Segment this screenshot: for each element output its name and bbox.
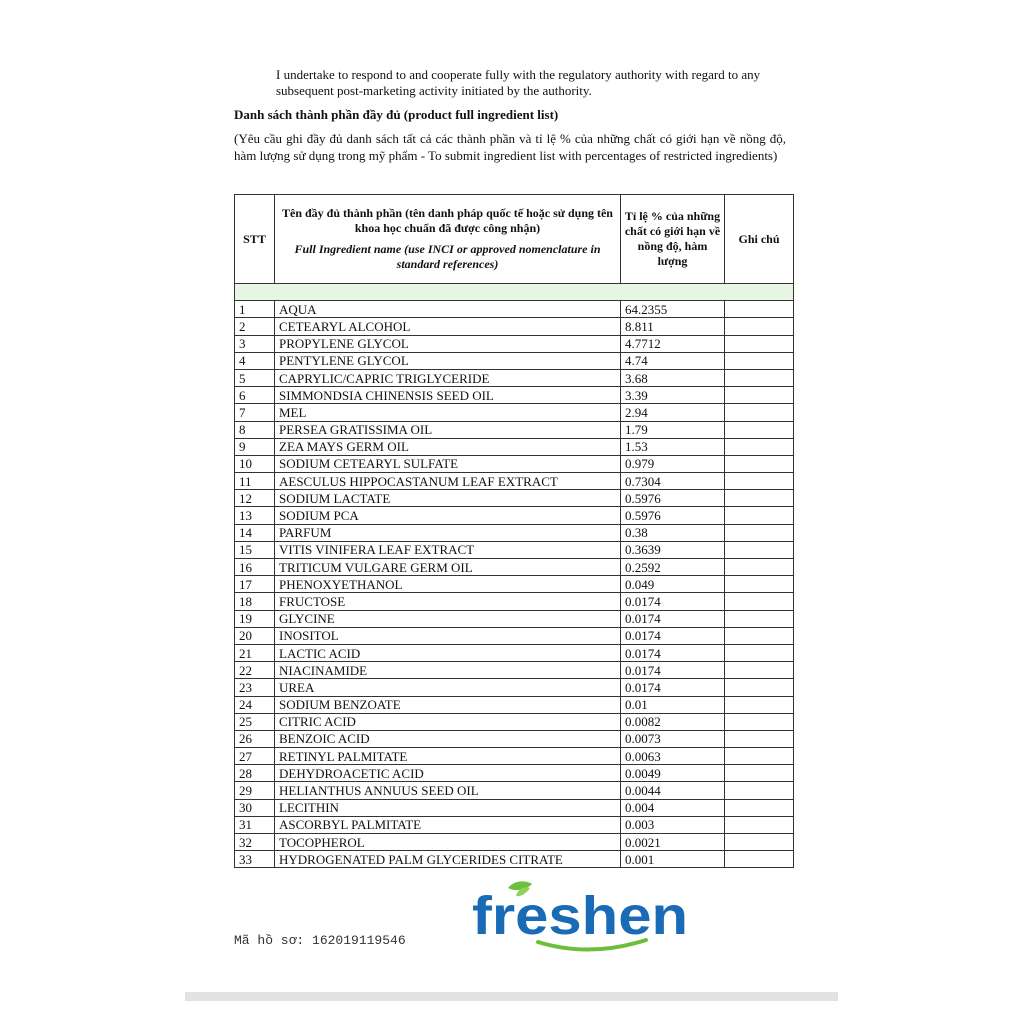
- file-code: Mã hồ sơ: 162019119546: [234, 933, 406, 948]
- cell-note: [725, 301, 794, 318]
- cell-percent: 8.811: [621, 318, 725, 335]
- section-note: (Yêu cầu ghi đầy đủ danh sách tất cả các thành phần và tỉ lệ % của những chất có giới hạn về nồng độ, hàm lượng sử dụng trong mỹ phẩm - To submit ingredient list with percentages of restricted ingredients): [234, 131, 786, 163]
- cell-stt: 16: [235, 559, 275, 576]
- cell-percent: 3.68: [621, 369, 725, 386]
- cell-stt: 32: [235, 834, 275, 851]
- cell-ingredient-name: GLYCINE: [275, 610, 621, 627]
- cell-ingredient-name: PERSEA GRATISSIMA OIL: [275, 421, 621, 438]
- table-row: [235, 369, 794, 386]
- cell-percent: 0.0063: [621, 748, 725, 765]
- cell-percent: 3.39: [621, 387, 725, 404]
- cell-stt: 10: [235, 455, 275, 472]
- cell-ingredient-name: MEL: [275, 404, 621, 421]
- cell-ingredient-name: INOSITOL: [275, 627, 621, 644]
- table-row: [235, 799, 794, 816]
- cell-stt: 21: [235, 644, 275, 661]
- cell-percent: 0.0174: [621, 610, 725, 627]
- cell-note: [725, 559, 794, 576]
- cell-ingredient-name: ASCORBYL PALMITATE: [275, 816, 621, 833]
- cell-stt: 23: [235, 679, 275, 696]
- cell-note: [725, 644, 794, 661]
- cell-note: [725, 335, 794, 352]
- cell-stt: 13: [235, 507, 275, 524]
- cell-stt: 27: [235, 748, 275, 765]
- table-row: [235, 851, 794, 868]
- cell-stt: 9: [235, 438, 275, 455]
- cell-stt: 20: [235, 627, 275, 644]
- cell-stt: 30: [235, 799, 275, 816]
- cell-percent: 0.0174: [621, 627, 725, 644]
- cell-percent: 4.7712: [621, 335, 725, 352]
- cell-stt: 22: [235, 662, 275, 679]
- cell-note: [725, 490, 794, 507]
- table-row: [235, 662, 794, 679]
- cell-note: [725, 352, 794, 369]
- header-stt: STT: [235, 195, 275, 284]
- cell-note: [725, 765, 794, 782]
- cell-stt: 4: [235, 352, 275, 369]
- cell-ingredient-name: DEHYDROACETIC ACID: [275, 765, 621, 782]
- cell-ingredient-name: TOCOPHEROL: [275, 834, 621, 851]
- table-row: [235, 335, 794, 352]
- table-row: [235, 507, 794, 524]
- cell-percent: 64.2355: [621, 301, 725, 318]
- cell-note: [725, 576, 794, 593]
- cell-percent: 1.53: [621, 438, 725, 455]
- cell-percent: 0.004: [621, 799, 725, 816]
- cell-note: [725, 748, 794, 765]
- cell-note: [725, 610, 794, 627]
- cell-ingredient-name: PENTYLENE GLYCOL: [275, 352, 621, 369]
- cell-note: [725, 696, 794, 713]
- table-row: [235, 576, 794, 593]
- table-header-row: [235, 195, 794, 284]
- cell-note: [725, 455, 794, 472]
- cell-stt: 19: [235, 610, 275, 627]
- intro-paragraph: I undertake to respond to and cooperate fully with the regulatory authority with regard to any subsequent post-marketing activity initiated by the authority.: [276, 67, 761, 98]
- table-row: [235, 473, 794, 490]
- cell-note: [725, 713, 794, 730]
- header-name-en: Full Ingredient name (use INCI or approved nomenclature in standard references): [294, 242, 601, 271]
- cell-percent: 0.01: [621, 696, 725, 713]
- table-row: [235, 593, 794, 610]
- cell-stt: 1: [235, 301, 275, 318]
- header-ingredient-name: [275, 195, 621, 284]
- cell-stt: 31: [235, 816, 275, 833]
- cell-ingredient-name: SODIUM PCA: [275, 507, 621, 524]
- cell-ingredient-name: UREA: [275, 679, 621, 696]
- cell-percent: 0.001: [621, 851, 725, 868]
- table-row: [235, 421, 794, 438]
- table-row: [235, 816, 794, 833]
- cell-percent: 0.7304: [621, 473, 725, 490]
- cell-percent: 0.0082: [621, 713, 725, 730]
- cell-ingredient-name: VITIS VINIFERA LEAF EXTRACT: [275, 541, 621, 558]
- cell-ingredient-name: CETEARYL ALCOHOL: [275, 318, 621, 335]
- cell-percent: 0.0049: [621, 765, 725, 782]
- cell-note: [725, 627, 794, 644]
- cell-stt: 7: [235, 404, 275, 421]
- cell-ingredient-name: SODIUM BENZOATE: [275, 696, 621, 713]
- table-row: [235, 713, 794, 730]
- cell-percent: 0.003: [621, 816, 725, 833]
- cell-stt: 2: [235, 318, 275, 335]
- cell-ingredient-name: FRUCTOSE: [275, 593, 621, 610]
- cell-note: [725, 730, 794, 747]
- cell-stt: 5: [235, 369, 275, 386]
- cell-note: [725, 404, 794, 421]
- table-row: [235, 834, 794, 851]
- table-row: [235, 765, 794, 782]
- cell-ingredient-name: TRITICUM VULGARE GERM OIL: [275, 559, 621, 576]
- table-row: [235, 644, 794, 661]
- cell-percent: 0.0021: [621, 834, 725, 851]
- cell-note: [725, 438, 794, 455]
- cell-note: [725, 834, 794, 851]
- table-row: [235, 541, 794, 558]
- cell-percent: 0.2592: [621, 559, 725, 576]
- table-row: [235, 387, 794, 404]
- cell-note: [725, 473, 794, 490]
- cell-percent: 0.0174: [621, 662, 725, 679]
- freshen-logo: [470, 878, 695, 958]
- cell-percent: 0.049: [621, 576, 725, 593]
- cell-stt: 3: [235, 335, 275, 352]
- cell-stt: 33: [235, 851, 275, 868]
- logo-text: freshen: [472, 886, 688, 946]
- cell-ingredient-name: CITRIC ACID: [275, 713, 621, 730]
- cell-percent: 1.79: [621, 421, 725, 438]
- table-row: [235, 318, 794, 335]
- cell-note: [725, 782, 794, 799]
- cell-percent: 0.5976: [621, 507, 725, 524]
- cell-ingredient-name: SODIUM LACTATE: [275, 490, 621, 507]
- cell-ingredient-name: LACTIC ACID: [275, 644, 621, 661]
- table-row: [235, 679, 794, 696]
- cell-note: [725, 421, 794, 438]
- section-heading: Danh sách thành phần đầy đủ (product full ingredient list): [234, 107, 559, 122]
- cell-percent: 0.38: [621, 524, 725, 541]
- cell-note: [725, 318, 794, 335]
- cell-percent: 0.0174: [621, 679, 725, 696]
- header-percent: Tỉ lệ % của những chất có giới hạn về nồng độ, hàm lượng: [621, 195, 725, 284]
- cell-note: [725, 816, 794, 833]
- table-row: [235, 404, 794, 421]
- cell-ingredient-name: SODIUM CETEARYL SULFATE: [275, 455, 621, 472]
- cell-stt: 25: [235, 713, 275, 730]
- table-row: [235, 352, 794, 369]
- cell-ingredient-name: NIACINAMIDE: [275, 662, 621, 679]
- cell-stt: 12: [235, 490, 275, 507]
- cell-note: [725, 369, 794, 386]
- table-row: [235, 524, 794, 541]
- cell-stt: 14: [235, 524, 275, 541]
- cell-ingredient-name: AESCULUS HIPPOCASTANUM LEAF EXTRACT: [275, 473, 621, 490]
- cell-ingredient-name: PROPYLENE GLYCOL: [275, 335, 621, 352]
- cell-note: [725, 541, 794, 558]
- cell-note: [725, 593, 794, 610]
- table-row: [235, 455, 794, 472]
- cell-ingredient-name: SIMMONDSIA CHINENSIS SEED OIL: [275, 387, 621, 404]
- table-row: [235, 782, 794, 799]
- cell-note: [725, 799, 794, 816]
- table-row: [235, 610, 794, 627]
- table-row: [235, 559, 794, 576]
- cell-percent: 0.0174: [621, 593, 725, 610]
- table-row: [235, 490, 794, 507]
- cell-note: [725, 524, 794, 541]
- table-row: [235, 748, 794, 765]
- cell-percent: 0.5976: [621, 490, 725, 507]
- cell-note: [725, 507, 794, 524]
- table-row: [235, 438, 794, 455]
- cell-stt: 28: [235, 765, 275, 782]
- table-row: [235, 301, 794, 318]
- cell-stt: 24: [235, 696, 275, 713]
- cell-ingredient-name: RETINYL PALMITATE: [275, 748, 621, 765]
- cell-percent: 0.979: [621, 455, 725, 472]
- cell-ingredient-name: BENZOIC ACID: [275, 730, 621, 747]
- cell-stt: 6: [235, 387, 275, 404]
- cell-stt: 29: [235, 782, 275, 799]
- cell-note: [725, 679, 794, 696]
- bottom-scrollbar[interactable]: [185, 992, 838, 1001]
- header-note: Ghi chú: [725, 195, 794, 284]
- header-name-vi: Tên đầy đủ thành phần (tên danh pháp quốc tế hoặc sử dụng tên khoa học chuẩn đã được công nhận): [282, 206, 613, 235]
- cell-percent: 0.3639: [621, 541, 725, 558]
- cell-ingredient-name: HELIANTHUS ANNUUS SEED OIL: [275, 782, 621, 799]
- cell-note: [725, 387, 794, 404]
- cell-note: [725, 662, 794, 679]
- cell-ingredient-name: ZEA MAYS GERM OIL: [275, 438, 621, 455]
- table-green-band: [235, 284, 794, 301]
- cell-percent: 0.0044: [621, 782, 725, 799]
- cell-ingredient-name: AQUA: [275, 301, 621, 318]
- cell-stt: 11: [235, 473, 275, 490]
- cell-stt: 8: [235, 421, 275, 438]
- cell-percent: 0.0174: [621, 644, 725, 661]
- cell-stt: 15: [235, 541, 275, 558]
- cell-stt: 17: [235, 576, 275, 593]
- cell-ingredient-name: CAPRYLIC/CAPRIC TRIGLYCERIDE: [275, 369, 621, 386]
- cell-note: [725, 851, 794, 868]
- cell-ingredient-name: PARFUM: [275, 524, 621, 541]
- cell-ingredient-name: HYDROGENATED PALM GLYCERIDES CITRATE: [275, 851, 621, 868]
- table-row: [235, 696, 794, 713]
- cell-percent: 4.74: [621, 352, 725, 369]
- cell-ingredient-name: LECITHIN: [275, 799, 621, 816]
- cell-ingredient-name: PHENOXYETHANOL: [275, 576, 621, 593]
- cell-stt: 18: [235, 593, 275, 610]
- cell-percent: 2.94: [621, 404, 725, 421]
- ingredient-table: [234, 194, 794, 868]
- cell-percent: 0.0073: [621, 730, 725, 747]
- table-row: [235, 627, 794, 644]
- cell-stt: 26: [235, 730, 275, 747]
- table-row: [235, 730, 794, 747]
